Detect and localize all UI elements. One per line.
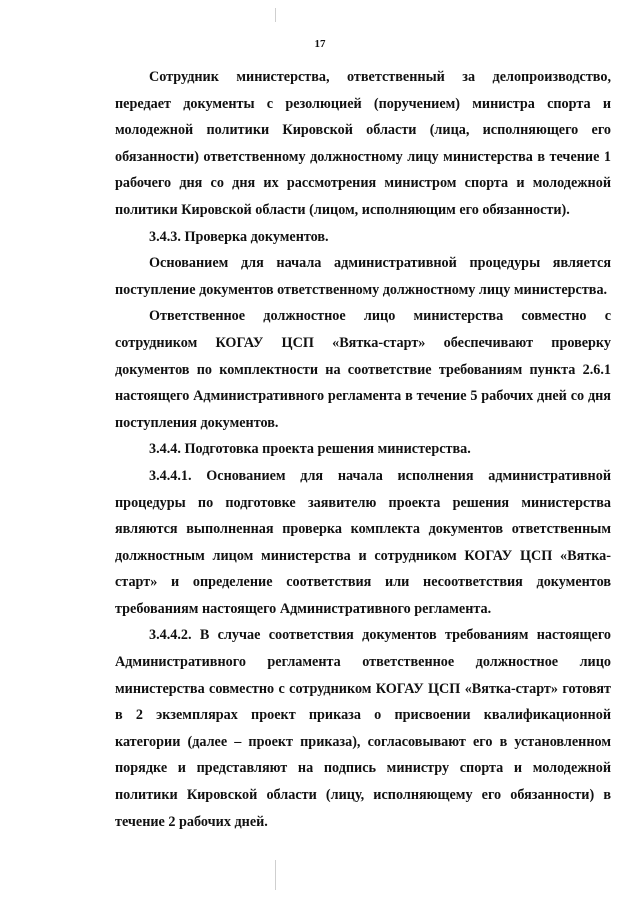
fold-mark-bottom — [275, 860, 276, 890]
paragraph-3-4-4-1: 3.4.4.1. Основанием для начала исполнения административной процедуры по подготовке заявителю проекта решения министерства являются выполненная проверка комплекта документов ответственным должностным лицом министерства и сотрудником КОГАУ ЦСП «Вятка-старт» и определение соответствия или несоответствия документов требованиям настоящего Административного регламента. — [115, 467, 611, 617]
fold-mark-top — [275, 8, 276, 22]
paragraph-2: Основанием для начала административной процедуры является поступление документов ответственному должностному лицу министерства. — [115, 255, 611, 298]
paragraph-1: Сотрудник министерства, ответственный за делопроизводство, передает документы с резолюцией (поручением) министра спорта и молодежной политики Кировской области (лица, исполняющего его обязанности) ответственному должностному лицу министерства в течение 1 рабочего дня со дня их рассмотрения министром спорта и молодежной политики Кировской области (лицом, исполняющим его обязанности). — [115, 69, 611, 218]
section-heading-3-4-4: 3.4.4. Подготовка проекта решения министерства. — [149, 441, 471, 458]
paragraph-3-4-4-2: 3.4.4.2. В случае соответствия документов требованиям настоящего Административного регламента ответственное должностное лицо министерства совместно с сотрудником КОГАУ ЦСП «Вятка-старт» готовят в 2 экземплярах проект приказа о присвоении квалификационной категории (далее – проект приказа), согласовывают его в установленном порядке и представляют на подпись министру спорта и молодежной политики Кировской области (лицу, исполняющему его обязанности) в течение 2 рабочих дней. — [115, 627, 611, 830]
page-number: 17 — [314, 38, 326, 50]
section-heading-3-4-3: 3.4.3. Проверка документов. — [149, 228, 329, 245]
paragraph-3: Ответственное должностное лицо министерства совместно с сотрудником КОГАУ ЦСП «Вятка-старт» обеспечивают проверку документов по комплектности на соответствие требованиям пункта 2.6.1 настоящего Административного регламента в течение 5 рабочих дней со дня поступления документов. — [115, 308, 611, 431]
document-body — [115, 64, 611, 835]
